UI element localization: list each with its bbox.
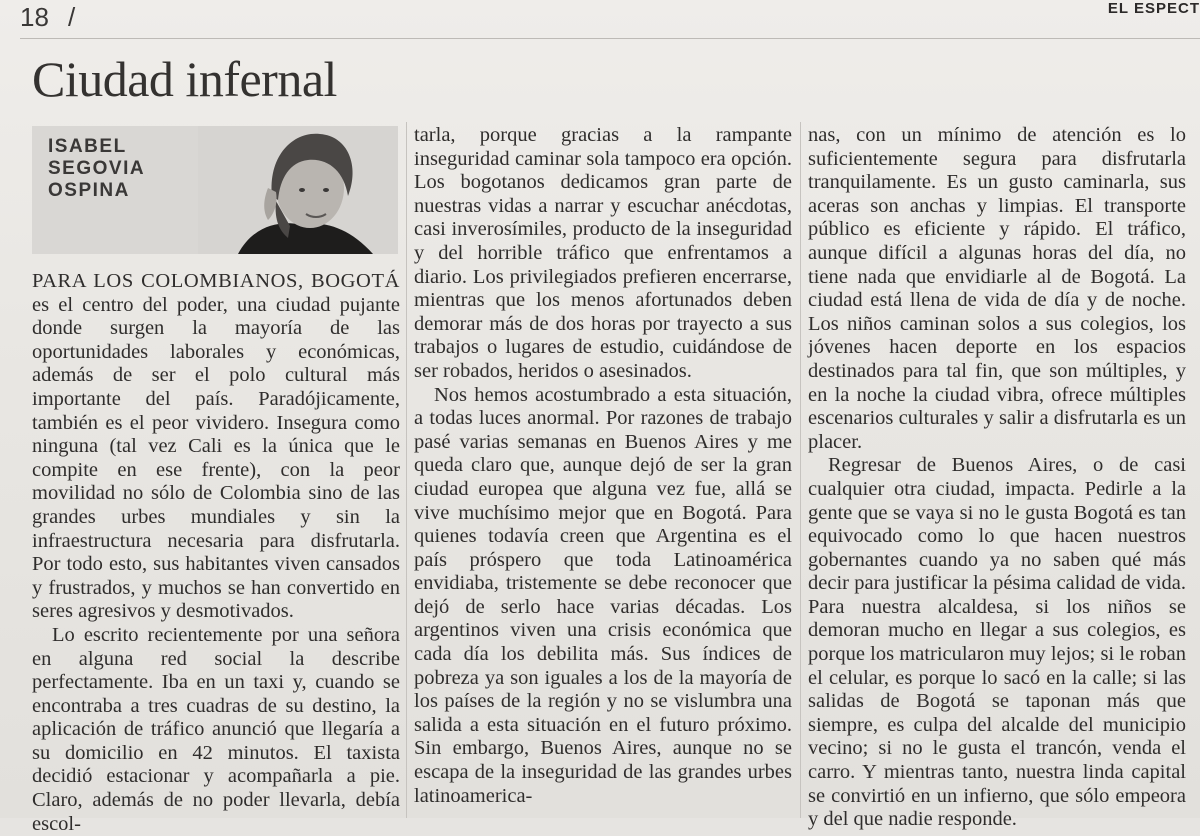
- article-paragraph-5: nas, con un mínimo de atención es lo suficientemente segura para disfrutarla tranquilamente. Es un gusto caminarla, sus aceras son anchas y limpias. El transporte público es eficiente y rápido. El tráfico, aunque difícil a algunas horas del día, no tiene nada que envidiarle al de Bogotá. La ciudad está llena de vida de día y de noche. Los niños caminan solos a sus colegios, los jóvenes hacen deporte en los espacios destinados para tal fin, que son múltiples, y en la noche la ciudad vibra, ofrece múltiples escenarios culturales y salir a disfrutarla es un placer.: [808, 124, 1186, 453]
- article-paragraph-2: Lo escrito recientemente por una señora en alguna red social la describe perfectamente. Iba en un taxi y, cuando se encontraba a tres cuadras de su destino, la aplicación de tráfico anunció que llegaría a su domicilio en 42 minutos. El taxista decidió estacionar y acompañarla a pie. Claro, además de no poder llevarla, debía escol-: [32, 623, 400, 835]
- newspaper-brand: EL ESPECT: [1107, 0, 1200, 17]
- article-paragraph-3: tarla, porque gracias a la rampante inseguridad caminar sola tampoco era opción. Los bogotanos dedicamos gran parte de nuestras vidas a narrar y escuchar anécdotas, casi inverosímiles, producto de la inseguridad y del horrible tráfico que enfrentamos a diario. Los privilegiados prefieren encerrarse, mientras que los menos afortunados deben demorar más de dos horas por trayecto a sus trabajos o lugares de estudio, cuidándose de ser robados, heridos o asesinados.: [414, 124, 792, 382]
- article-title: Ciudad infernal: [32, 51, 337, 107]
- article-paragraph-6: Regresar de Buenos Aires, o de casi cualquier otra ciudad, impacta. Pedirle a la gente que se vaya si no le gusta Bogotá es tan equivocado como lo que hacen nuestros gobernantes cuando ya no saben qué más decir para justificar la pésima calidad de vida. Para nuestra alcaldesa, si los niños se demoran mucho en llegar a sus colegios, es porque los matricularon muy lejos; si le roban el celular, es porque lo sacó en la calle; si las salidas de Bogotá se taponan más que siempre, es culpa del alcalde del municipio vecino; si no le gusta el trancón, venda el carro. Y mientras tanto, nuestra linda capital se convirtió en un infierno, que sólo empeora y del que nadie responde.: [808, 454, 1186, 831]
- author-name-line-1: ISABEL: [48, 136, 127, 157]
- article-lead: PARA LOS COLOMBIANOS, BOGOTÁ: [32, 270, 400, 292]
- article-paragraph-4: Nos hemos acostumbrado a esta situación, a todas luces anormal. Por razones de trabajo pasé varias semanas en Buenos Aires y me queda claro que, aunque dejó de ser la gran ciudad europea que alguna vez fue, allá se vive muchísimo mejor que en Bogotá. Para quienes todavía creen que Argentina es el país próspero que toda Latinoamérica envidiaba, tristemente se debe reconocer que dejó de serlo hace varias décadas. Los argentinos viven una crisis económica que cada día los debilita más. Sus índices de pobreza ya son iguales a los de la mayoría de los países de la región y no se vislumbra una salida a esta situación en el futuro próximo. Sin embargo, Buenos Aires, aunque no se escapa de la inseguridad de las grandes urbes latinoamerica-: [414, 383, 792, 807]
- column-divider-1: [406, 122, 407, 818]
- author-name-line-3: OSPINA: [48, 180, 130, 201]
- column-divider-2: [800, 122, 801, 818]
- page-number: 18: [20, 2, 49, 32]
- author-name-line-2: SEGOVIA: [48, 158, 146, 179]
- page-slash: /: [68, 2, 76, 32]
- article-column-3: [808, 0, 1186, 831]
- article-paragraph-1: [32, 270, 400, 624]
- article-column-1: [32, 0, 400, 835]
- article-paragraph-1-text: es el centro del poder, una ciudad pujante donde surgen la mayoría de las oportunidades laborales y económicas, además de ser el polo cultural más importante del país. Paradójicamente, también es el peor vividero. Insegura como ninguna (tal vez Cali es la única que le compite en ese frente), con la peor movilidad no sólo de Colombia sino de las grandes urbes mundiales y sin la infraestructura necesaria para disfrutarla. Por todo esto, sus habitantes viven cansados y frustrados, y muchos se han convertido en seres agresivos y desmotivados.: [32, 293, 400, 623]
- article-column-2: [414, 0, 792, 818]
